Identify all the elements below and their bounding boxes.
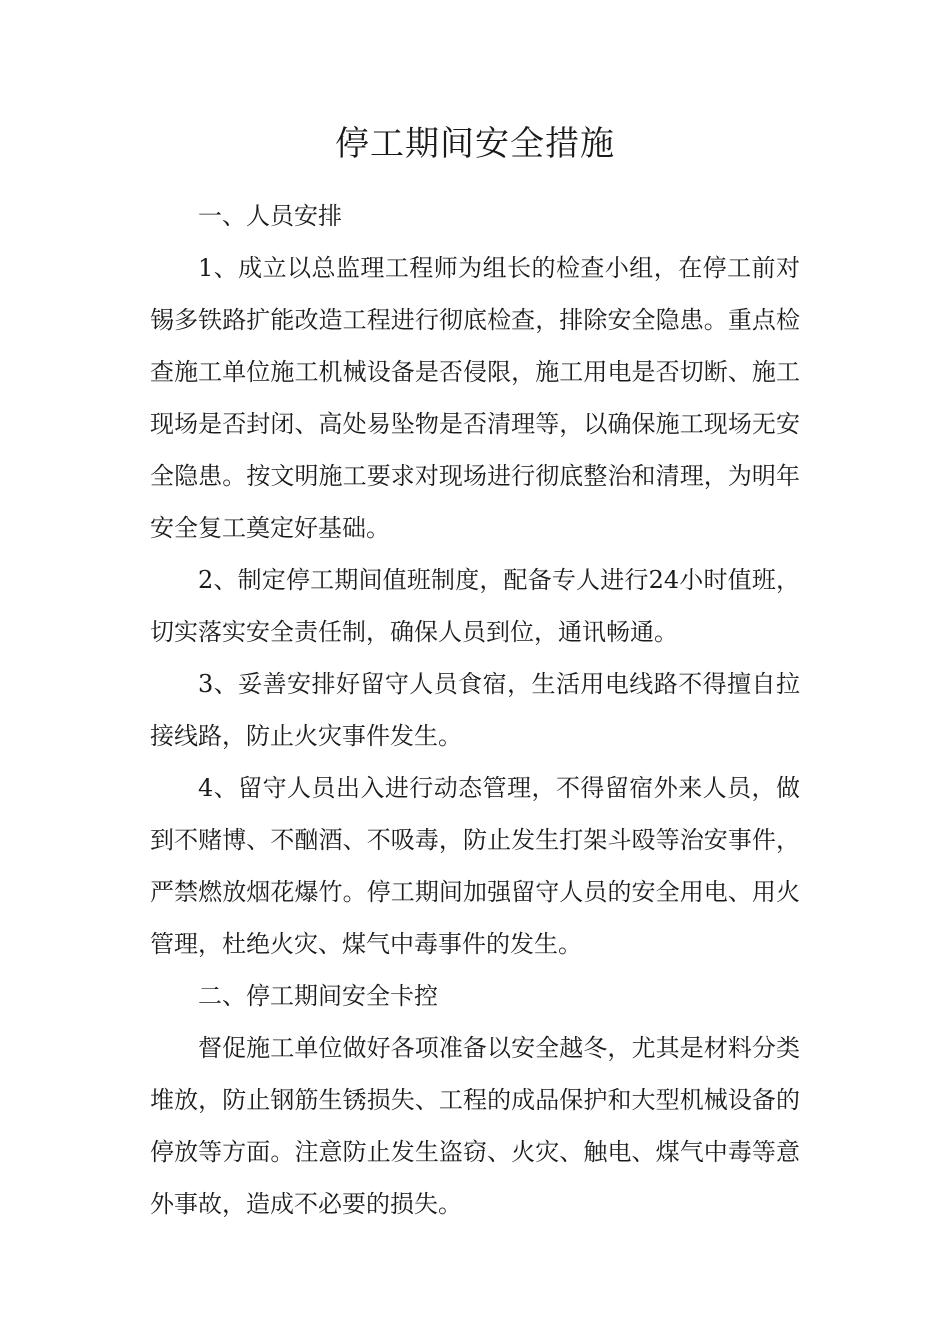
paragraph-personnel-4: 4、留守人员出入进行动态管理，不得留宿外来人员，做到不赌博、不酗酒、不吸毒，防止发生打架斗殴等治安事件，严禁燃放烟花爆竹。停工期间加强留守人员的安全用电、用火管理，杜绝火灾、煤气中毒事件的发生。	[150, 774, 800, 958]
paragraph-safety-control-1: 督促施工单位做好各项准备以安全越冬，尤其是材料分类堆放，防止钢筋生锈损失、工程的成品保护和大型机械设备的停放等方面。注意防止发生盗窃、火灾、触电、煤气中毒等意外事故，造成不必要的损失。	[150, 1034, 800, 1218]
paragraph-personnel-1: 1、成立以总监理工程师为组长的检查小组，在停工前对锡多铁路扩能改造工程进行彻底检查，排除安全隐患。重点检查施工单位施工机械设备是否侵限，施工用电是否切断、施工现场是否封闭、高处易坠物是否清理等，以确保施工现场无安全隐患。按文明施工要求对现场进行彻底整治和清理，为明年安全复工奠定好基础。	[150, 254, 800, 542]
paragraph-personnel-2: 2、制定停工期间值班制度，配备专人进行24小时值班，切实落实安全责任制，确保人员到位，通讯畅通。	[150, 566, 800, 646]
section-heading-safety-control: 二、停工期间安全卡控	[198, 982, 438, 1010]
document-title: 停工期间安全措施	[335, 124, 615, 164]
document-body	[150, 190, 800, 1230]
section-heading-personnel: 一、人员安排	[198, 202, 342, 230]
paragraph-personnel-3: 3、妥善安排好留守人员食宿，生活用电线路不得擅自拉接线路，防止火灾事件发生。	[150, 670, 800, 750]
